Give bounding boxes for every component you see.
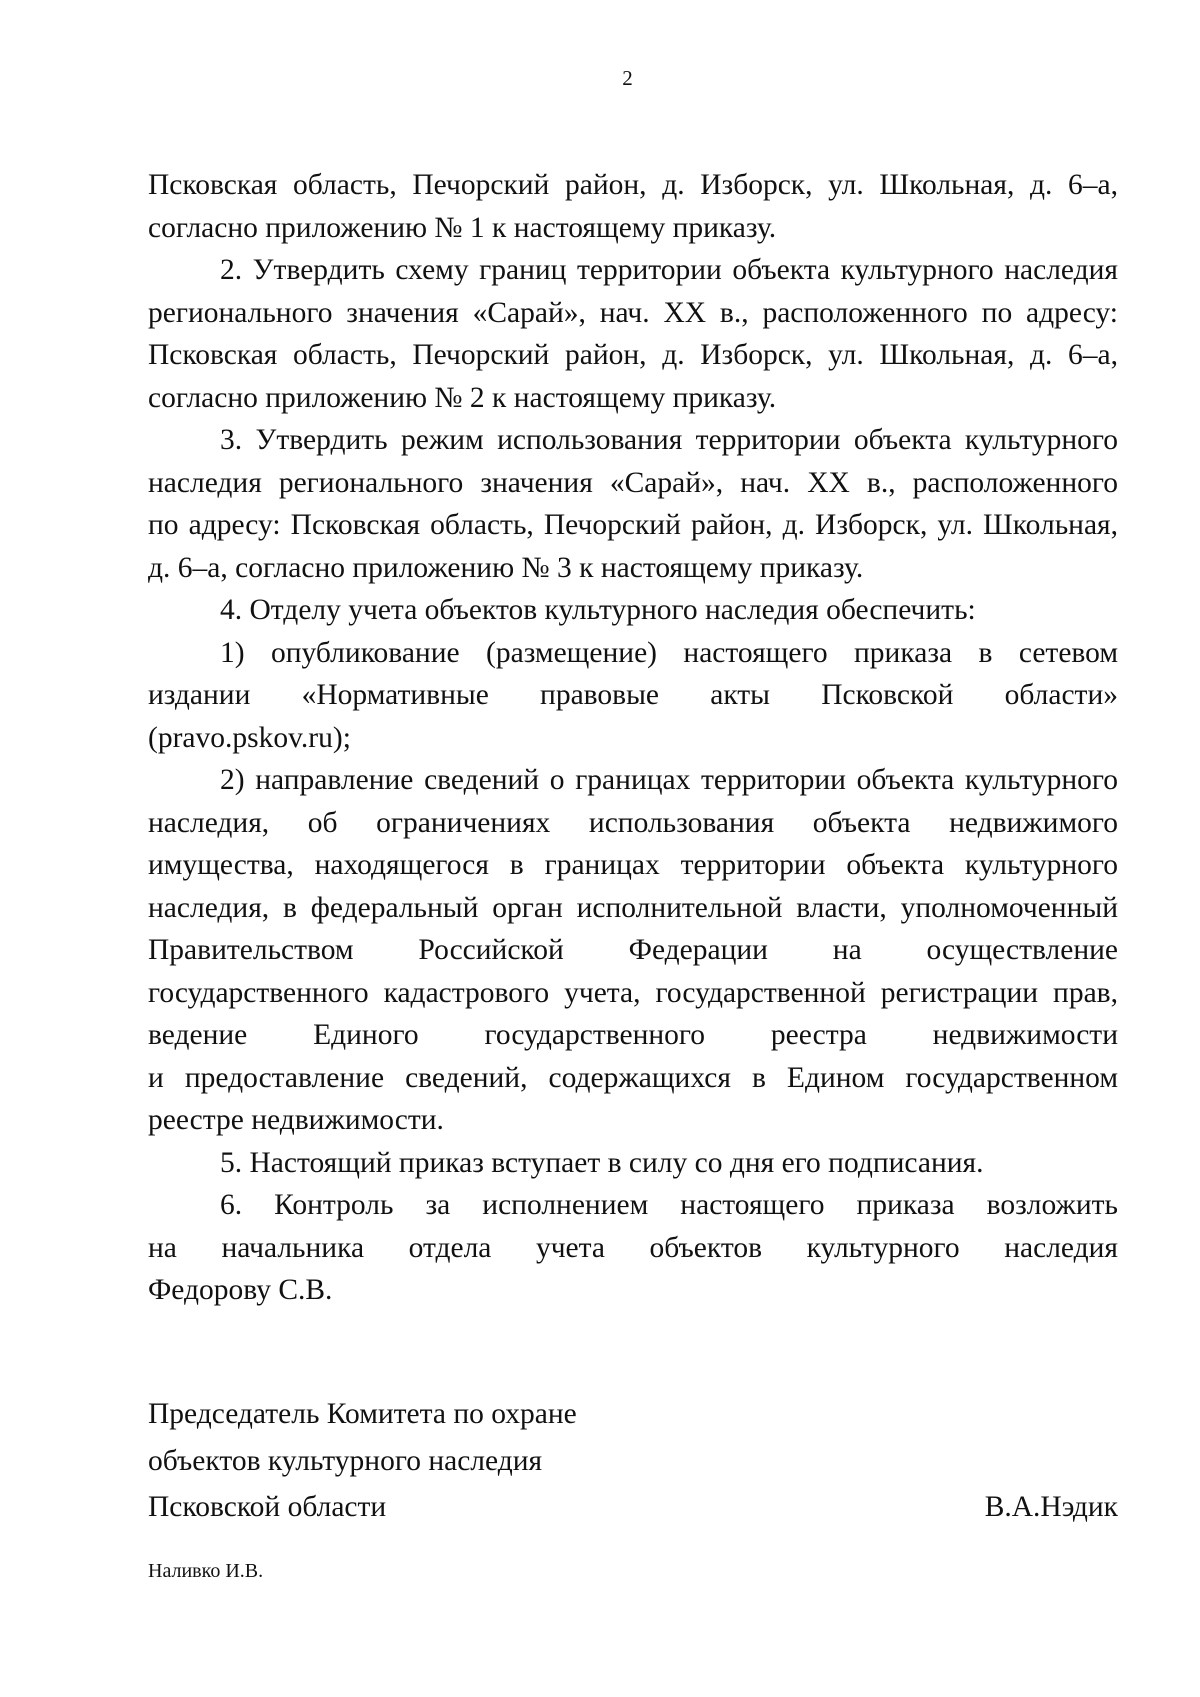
- text-line: государственного кадастрового учета, государственной регистрации прав,: [148, 976, 1118, 1009]
- text-line: Псковская область, Печорский район, д. Изборск, ул. Школьная, д. 6–а,: [148, 339, 1118, 371]
- signatory-position-line-2: объектов культурного наследия: [148, 1444, 543, 1477]
- text-line: 2. Утвердить схему границ территории объекта культурного наследия: [220, 254, 1118, 286]
- text-line: Правительством Российской Федерации на осуществление: [148, 934, 1118, 966]
- text-line: 5. Настоящий приказ вступает в силу со дня его подписания.: [220, 1146, 984, 1179]
- text-line: 3. Утвердить режим использования территории объекта культурного: [220, 424, 1118, 456]
- text-line: на начальника отдела учета объектов культурного наследия: [148, 1231, 1118, 1264]
- signature-block: [148, 1391, 1118, 1531]
- text-line: Псковская область, Печорский район, д. Изборск, ул. Школьная, д. 6–а,: [148, 169, 1118, 201]
- text-line: и предоставление сведений, содержащихся в Едином государственном: [148, 1061, 1118, 1094]
- text-line: наследия, в федеральный орган исполнительной власти, уполномоченный: [148, 891, 1118, 924]
- signature-row: [148, 1484, 1118, 1531]
- text-line: (pravo.pskov.ru);: [148, 721, 351, 754]
- text-line: издании «Нормативные правовые акты Псковской области»: [148, 679, 1118, 711]
- text-line: 1) опубликование (размещение) настоящего приказа в сетевом: [220, 636, 1118, 669]
- text-line: регионального значения «Сарай», нач. XX в., расположенного по адресу:: [148, 296, 1118, 329]
- text-line: д. 6–а, согласно приложению № 3 к настоящему приказу.: [148, 551, 864, 584]
- text-line: Федорову С.В.: [148, 1274, 333, 1306]
- text-line: согласно приложению № 1 к настоящему приказу.: [148, 211, 777, 244]
- text-line: 4. Отделу учета объектов культурного наследия обеспечить:: [220, 594, 976, 626]
- text-line: реестре недвижимости.: [148, 1104, 444, 1136]
- signatory-position-line-1: Председатель Комитета по охране: [148, 1398, 577, 1430]
- executor-name: Наливко И.В.: [148, 1560, 264, 1582]
- text-line: имущества, находящегося в границах территории объекта культурного: [148, 849, 1118, 881]
- text-line: ведение Единого государственного реестра недвижимости: [148, 1019, 1118, 1051]
- text-line: согласно приложению № 2 к настоящему приказу.: [148, 381, 777, 414]
- text-line: 6. Контроль за исполнением настоящего приказа возложить: [220, 1189, 1118, 1221]
- page-number: 2: [622, 66, 633, 90]
- text-line: по адресу: Псковская область, Печорский район, д. Изборск, ул. Школьная,: [148, 509, 1118, 541]
- order-body-text: [148, 164, 1118, 1312]
- text-line: 2) направление сведений о границах территории объекта культурного: [220, 764, 1118, 796]
- text-line: наследия, об ограничениях использования объекта недвижимого: [148, 806, 1118, 839]
- signatory-name: В.А.Нэдик: [984, 1491, 1118, 1523]
- text-line: наследия регионального значения «Сарай», нач. XX в., расположенного: [148, 466, 1118, 499]
- signatory-position-line-3: Псковской области: [148, 1491, 387, 1523]
